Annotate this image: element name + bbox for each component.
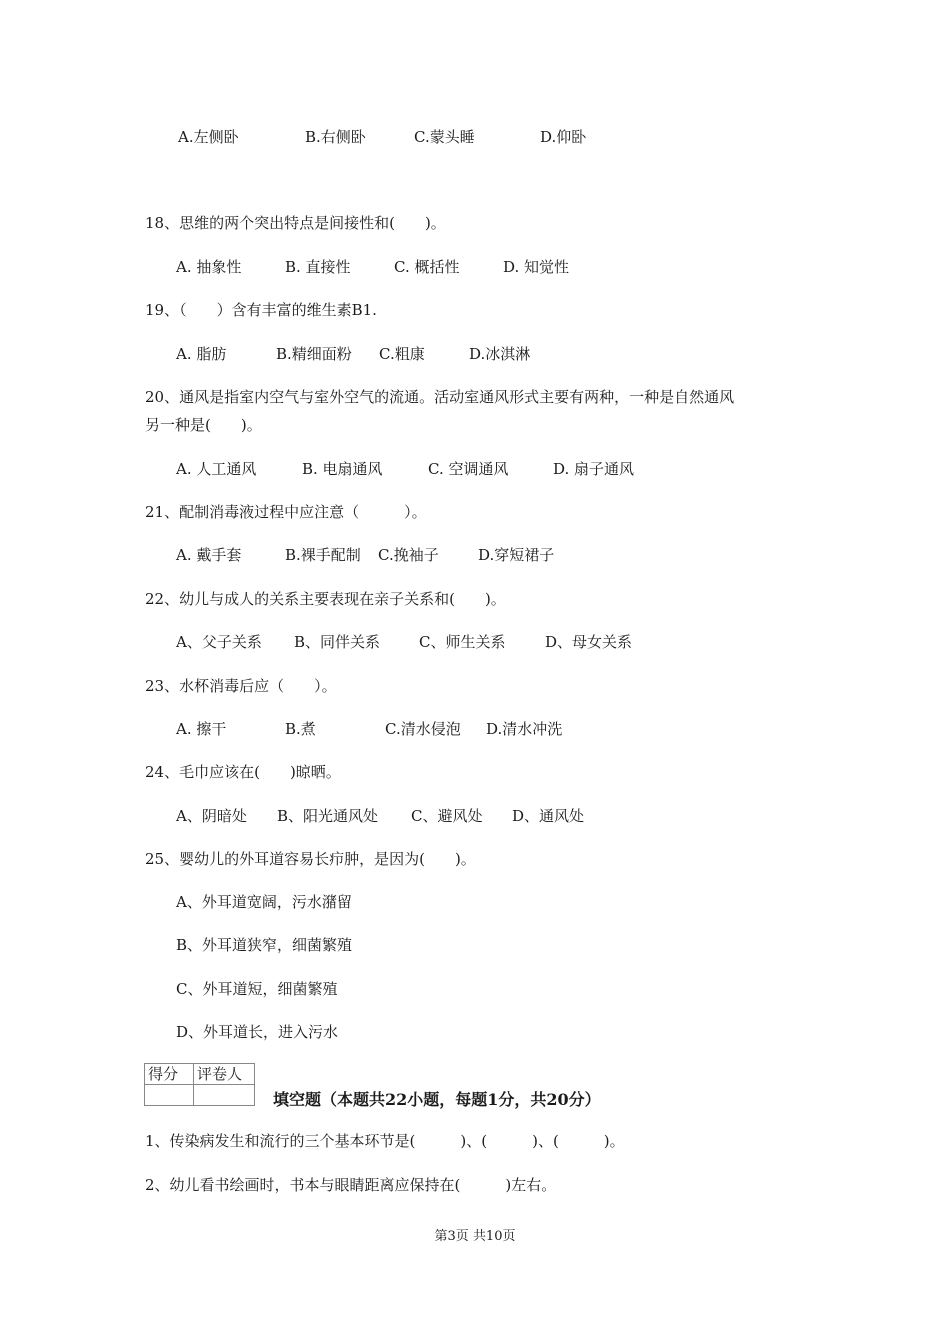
q18-stem: 18、思维的两个突出特点是间接性和( )。 [145,214,446,232]
q17-option-c: C.蒙头睡 [414,128,475,146]
q25-option-d: D、外耳道长，进入污水 [176,1023,339,1041]
score-label: 得分 [145,1064,194,1085]
q17-option-d: D.仰卧 [540,128,587,146]
q18-option-b: B. 直接性 [285,258,351,276]
q20-stem-line1: 20、通风是指室内空气与室外空气的流通。活动室通风形式主要有两种，一种是自然通风 [145,388,735,406]
q23-stem: 23、水杯消毒后应（ ）。 [145,677,337,695]
q17-option-a: A.左侧卧 [178,128,239,146]
q19-option-d: D.冰淇淋 [469,345,531,363]
q23-option-b: B.煮 [285,720,316,738]
q24-option-c: C、避风处 [411,807,483,825]
q20-stem-line2: 另一种是( )。 [145,416,262,434]
q24-stem: 24、毛巾应该在( )晾晒。 [145,763,341,781]
q20-option-b: B. 电扇通风 [302,460,383,478]
section-title: 填空题（本题共22小题，每题1分，共20分） [273,1090,601,1109]
q21-option-d: D.穿短裙子 [478,546,555,564]
q22-stem: 22、幼儿与成人的关系主要表现在亲子关系和( )。 [145,590,506,608]
q21-option-c: C.挽袖子 [378,546,439,564]
q18-option-c: C. 概括性 [394,258,460,276]
q24-option-a: A、阴暗处 [176,807,247,825]
q19-option-a: A. 脂肪 [176,345,227,363]
q17-option-b: B.右侧卧 [305,128,366,146]
q19-option-c: C.粗康 [379,345,425,363]
q21-option-a: A. 戴手套 [176,546,242,564]
q20-option-a: A. 人工通风 [176,460,257,478]
q25-option-a: A、外耳道宽阔，污水潴留 [176,893,352,911]
q19-option-b: B.精细面粉 [276,345,352,363]
q18-option-a: A. 抽象性 [176,258,242,276]
q22-option-a: A、父子关系 [176,633,262,651]
q22-option-d: D、母女关系 [545,633,633,651]
q24-option-d: D、通风处 [512,807,585,825]
q25-option-b: B、外耳道狭窄，细菌繁殖 [176,936,353,954]
score-cell [145,1085,194,1106]
grader-label: 评卷人 [194,1064,255,1085]
q20-option-c: C. 空调通风 [428,460,509,478]
q21-stem: 21、配制消毒液过程中应注意（ ）。 [145,503,427,521]
score-box [144,1063,255,1106]
q21-option-b: B.裸手配制 [285,546,361,564]
q25-option-c: C、外耳道短，细菌繁殖 [176,980,338,998]
page-footer: 第3页 共10页 [434,1229,516,1244]
q23-option-c: C.清水侵泡 [385,720,461,738]
q22-option-c: C、师生关系 [419,633,506,651]
q18-option-d: D. 知觉性 [503,258,570,276]
fill-q1: 1、传染病发生和流行的三个基本环节是( )、( )、( )。 [145,1132,625,1150]
q25-stem: 25、婴幼儿的外耳道容易长疖肿，是因为( )。 [145,850,476,868]
grader-cell [194,1085,255,1106]
fill-q2: 2、幼儿看书绘画时，书本与眼睛距离应保持在( )左右。 [145,1176,557,1194]
q19-stem: 19、（ ）含有丰富的维生素B1. [145,301,377,319]
q24-option-b: B、阳光通风处 [277,807,379,825]
q22-option-b: B、同伴关系 [294,633,381,651]
q23-option-d: D.清水冲洗 [486,720,563,738]
q20-option-d: D. 扇子通风 [553,460,635,478]
q23-option-a: A. 擦干 [176,720,227,738]
